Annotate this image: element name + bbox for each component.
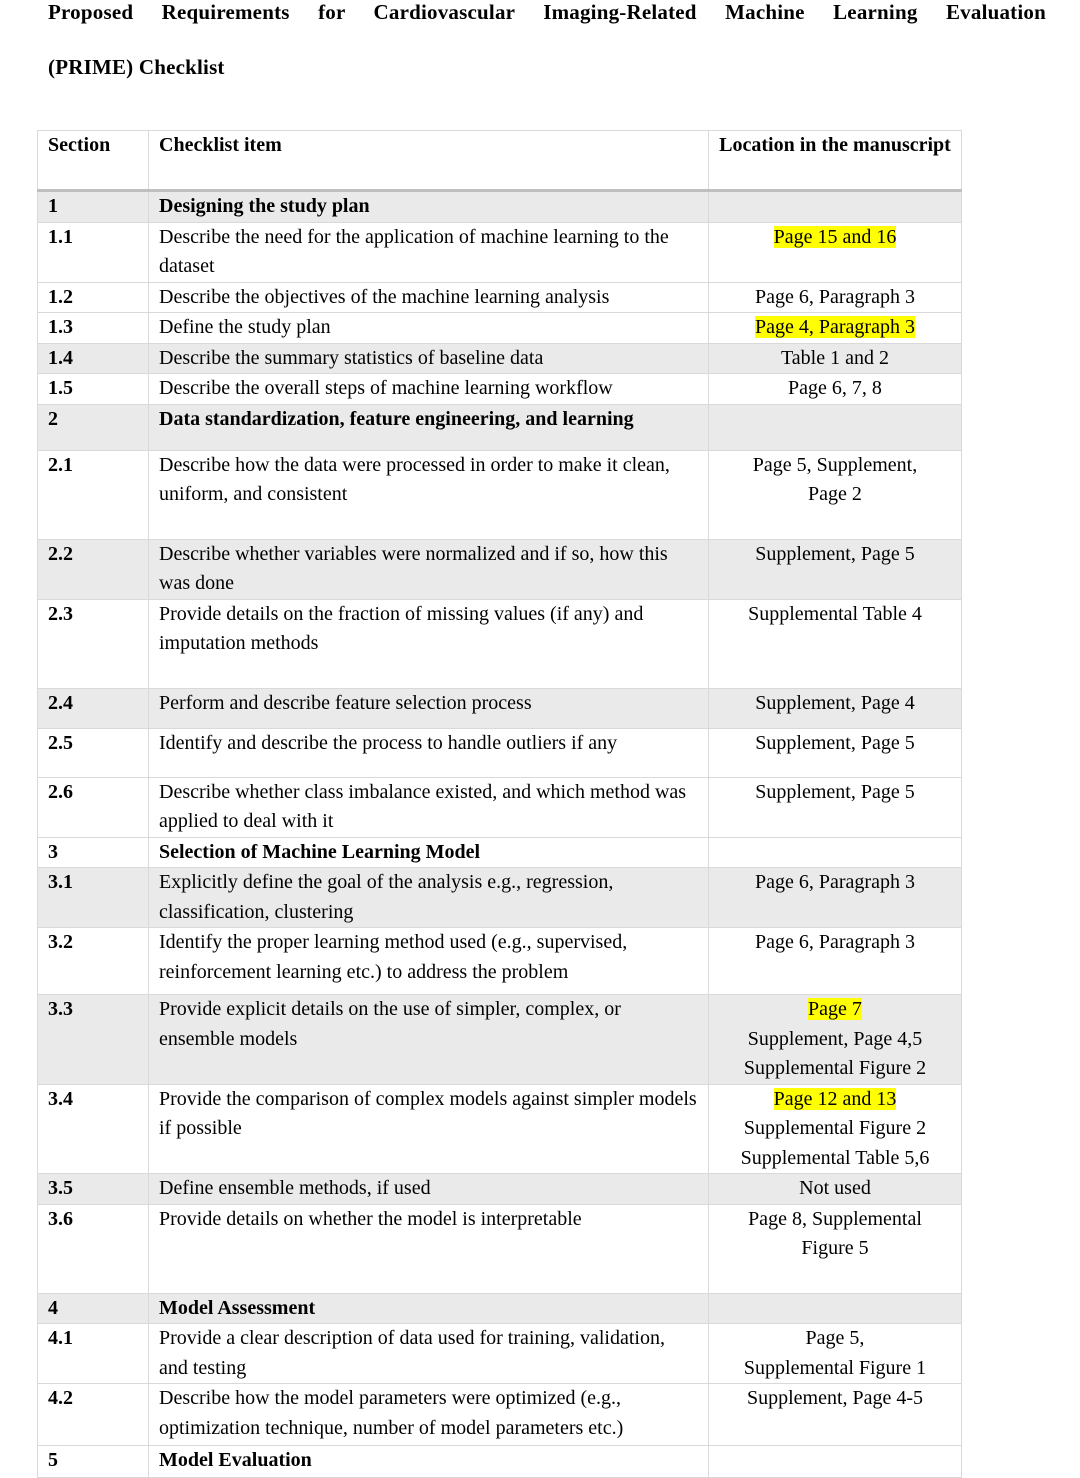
section-number: 4.1 <box>38 1324 149 1384</box>
section-number: 1.2 <box>38 282 149 313</box>
location-text: Table 1 and 2 <box>780 346 889 369</box>
location-line <box>719 1205 951 1235</box>
section-heading-row <box>38 1446 962 1478</box>
table-row <box>38 450 962 539</box>
table-body <box>38 191 962 1478</box>
location-line <box>719 1324 951 1354</box>
manuscript-location <box>709 1446 962 1478</box>
checklist-item: Define the study plan <box>149 313 709 344</box>
location-line <box>719 778 951 808</box>
location-line <box>719 374 951 404</box>
manuscript-location <box>709 404 962 450</box>
table-row <box>38 995 962 1085</box>
checklist-item: Describe the objectives of the machine learning analysis <box>149 282 709 313</box>
highlighted-location-text: Page 12 and 13 <box>773 1087 897 1110</box>
table-row <box>38 728 962 777</box>
manuscript-location <box>709 1204 962 1293</box>
table-row <box>38 374 962 405</box>
location-text: Page 5, Supplement, <box>752 453 918 476</box>
table-row <box>38 868 962 928</box>
header-location: Location in the manuscript <box>709 131 962 191</box>
checklist-item: Perform and describe feature selection process <box>149 688 709 728</box>
section-number: 3.5 <box>38 1174 149 1205</box>
manuscript-location <box>709 450 962 539</box>
table-row <box>38 1384 962 1446</box>
location-text: Page 6, Paragraph 3 <box>755 871 915 893</box>
checklist-item: Describe whether variables were normalized and if so, how this was done <box>149 539 709 599</box>
checklist-table <box>37 130 962 1478</box>
location-line <box>719 480 951 510</box>
manuscript-location <box>709 539 962 599</box>
location-line <box>719 1174 951 1204</box>
section-number: 3 <box>38 837 149 868</box>
checklist-item: Describe the overall steps of machine learning workflow <box>149 374 709 405</box>
manuscript-location <box>709 928 962 995</box>
location-line <box>719 540 951 570</box>
checklist-item: Identify and describe the process to handle outliers if any <box>149 728 709 777</box>
location-line <box>719 1234 951 1264</box>
checklist-item: Describe the summary statistics of baseline data <box>149 343 709 374</box>
section-number: 1.3 <box>38 313 149 344</box>
location-line <box>719 868 951 898</box>
manuscript-location <box>709 343 962 374</box>
table-row <box>38 1324 962 1384</box>
table-row <box>38 688 962 728</box>
location-line <box>719 344 951 374</box>
section-heading-row <box>38 191 962 223</box>
location-line <box>719 313 951 343</box>
location-text: Supplemental Figure 2 <box>743 1057 927 1079</box>
location-text: Supplement, Page 5 <box>755 542 915 565</box>
location-text: Page 2 <box>808 483 862 505</box>
manuscript-location <box>709 688 962 728</box>
table-row <box>38 928 962 995</box>
location-line <box>719 1354 951 1384</box>
location-text: Page 6, Paragraph 3 <box>755 285 915 308</box>
table-row <box>38 313 962 344</box>
section-number: 4 <box>38 1293 149 1324</box>
location-line <box>719 1114 951 1144</box>
table-row <box>38 1084 962 1174</box>
header-section: Section <box>38 131 149 191</box>
section-number: 2 <box>38 404 149 450</box>
checklist-item: Model Assessment <box>149 1293 709 1324</box>
manuscript-location <box>709 191 962 223</box>
checklist-item: Designing the study plan <box>149 191 709 223</box>
location-line <box>719 729 951 759</box>
manuscript-location <box>709 777 962 837</box>
table-row <box>38 1204 962 1293</box>
location-line <box>719 1144 951 1174</box>
location-text: Supplement, Page 4,5 <box>747 1027 923 1050</box>
section-number: 4.2 <box>38 1384 149 1446</box>
location-line <box>719 928 951 958</box>
checklist-item: Describe how the data were processed in order to make it clean, uniform, and consistent <box>149 450 709 539</box>
manuscript-location <box>709 728 962 777</box>
checklist-item: Provide a clear description of data used for training, validation, and testing <box>149 1324 709 1384</box>
manuscript-location <box>709 374 962 405</box>
section-heading-row <box>38 1293 962 1324</box>
location-text: Supplemental Figure 2 <box>743 1117 927 1139</box>
checklist-item: Define ensemble methods, if used <box>149 1174 709 1205</box>
location-line <box>719 1085 951 1115</box>
section-number: 5 <box>38 1446 149 1478</box>
table-header-row <box>38 131 962 191</box>
checklist-item: Describe how the model parameters were optimized (e.g., optimization technique, number of model parameters etc.) <box>149 1384 709 1446</box>
location-text: Supplement, Page 5 <box>755 780 915 803</box>
checklist-item: Model Evaluation <box>149 1446 709 1478</box>
highlighted-location-text: Page 4, Paragraph 3 <box>755 316 915 338</box>
section-number: 2.3 <box>38 599 149 688</box>
title-line-1: Proposed Requirements for Cardiovascular Imaging-Related Machine Learning Evaluation <box>48 0 1046 24</box>
table-row <box>38 539 962 599</box>
section-number: 1.5 <box>38 374 149 405</box>
location-text: Figure 5 <box>801 1237 869 1259</box>
checklist-item: Explicitly define the goal of the analysis e.g., regression, classification, clustering <box>149 868 709 928</box>
highlighted-location-text: Page 7 <box>808 998 862 1020</box>
location-line <box>719 689 951 719</box>
manuscript-location <box>709 1174 962 1205</box>
location-text: Supplemental Table 4 <box>748 602 922 625</box>
checklist-item: Provide details on whether the model is interpretable <box>149 1204 709 1293</box>
manuscript-location <box>709 1324 962 1384</box>
section-number: 1.4 <box>38 343 149 374</box>
manuscript-location <box>709 837 962 868</box>
highlighted-location-text: Page 15 and 16 <box>773 225 897 248</box>
checklist-item: Data standardization, feature engineering, and learning <box>149 404 709 450</box>
checklist-item: Provide details on the fraction of missing values (if any) and imputation methods <box>149 599 709 688</box>
table-row <box>38 282 962 313</box>
location-text: Page 5, <box>805 1327 865 1349</box>
checklist-item: Describe the need for the application of machine learning to the dataset <box>149 222 709 282</box>
checklist-item: Identify the proper learning method used (e.g., supervised, reinforcement learning etc.) to address the problem <box>149 928 709 995</box>
manuscript-location <box>709 1384 962 1446</box>
location-text: Supplemental Figure 1 <box>743 1356 927 1379</box>
table-row <box>38 343 962 374</box>
location-line <box>719 223 951 253</box>
section-number: 2.1 <box>38 450 149 539</box>
section-number: 1 <box>38 191 149 223</box>
location-text: Page 8, Supplemental <box>748 1207 922 1230</box>
location-line <box>719 1025 951 1055</box>
table-row <box>38 599 962 688</box>
location-text: Supplemental Table 5,6 <box>740 1146 930 1169</box>
location-text: Supplement, Page 4 <box>755 691 915 714</box>
table-row <box>38 1174 962 1205</box>
location-line <box>719 283 951 313</box>
manuscript-location <box>709 282 962 313</box>
location-text: Supplement, Page 5 <box>755 731 915 754</box>
location-line <box>719 995 951 1025</box>
location-text: Page 6, Paragraph 3 <box>755 931 915 953</box>
checklist-item: Provide the comparison of complex models against simpler models if possible <box>149 1084 709 1174</box>
table-row <box>38 777 962 837</box>
location-line <box>719 1384 951 1414</box>
checklist-item: Selection of Machine Learning Model <box>149 837 709 868</box>
checklist-item: Provide explicit details on the use of simpler, complex, or ensemble models <box>149 995 709 1085</box>
section-number: 3.1 <box>38 868 149 928</box>
section-number: 3.2 <box>38 928 149 995</box>
location-line <box>719 451 951 481</box>
section-number: 3.6 <box>38 1204 149 1293</box>
manuscript-location <box>709 868 962 928</box>
section-number: 2.2 <box>38 539 149 599</box>
title-line-2: (PRIME) Checklist <box>48 55 225 79</box>
section-number: 2.4 <box>38 688 149 728</box>
section-number: 1.1 <box>38 222 149 282</box>
manuscript-location <box>709 1084 962 1174</box>
location-text: Page 6, 7, 8 <box>788 377 882 399</box>
location-line <box>719 1054 951 1084</box>
manuscript-location <box>709 599 962 688</box>
section-number: 3.4 <box>38 1084 149 1174</box>
manuscript-location <box>709 995 962 1085</box>
checklist-item: Describe whether class imbalance existed, and which method was applied to deal with it <box>149 777 709 837</box>
location-text: Supplement, Page 4-5 <box>746 1387 924 1409</box>
table-row <box>38 222 962 282</box>
section-heading-row <box>38 837 962 868</box>
manuscript-location <box>709 313 962 344</box>
header-checklist-item: Checklist item <box>149 131 709 191</box>
location-text: Not used <box>799 1177 871 1199</box>
manuscript-location <box>709 1293 962 1324</box>
section-number: 2.5 <box>38 728 149 777</box>
location-line <box>719 600 951 630</box>
manuscript-location <box>709 222 962 282</box>
section-heading-row <box>38 404 962 450</box>
section-number: 2.6 <box>38 777 149 837</box>
section-number: 3.3 <box>38 995 149 1085</box>
